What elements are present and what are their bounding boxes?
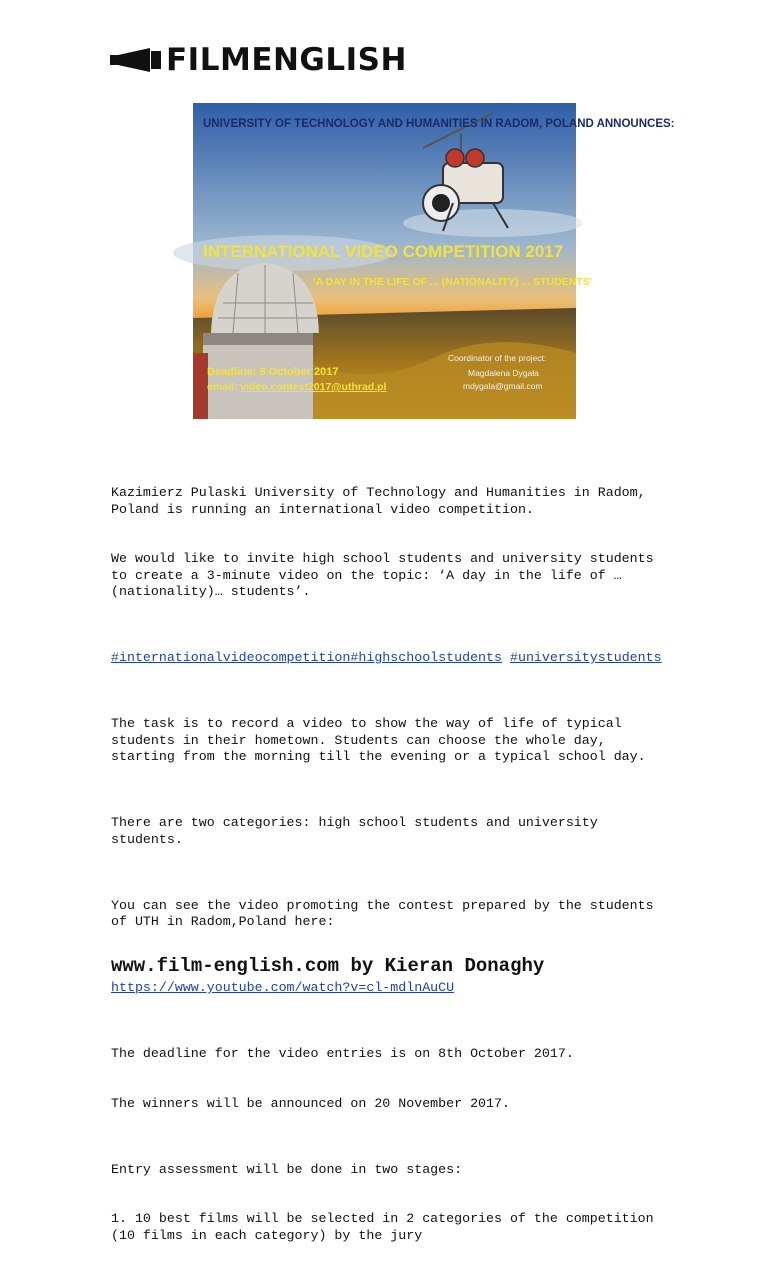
poster-announce: UNIVERSITY OF TECHNOLOGY AND HUMANITIES IN RADOM, POLAND ANNOUNCES: [203, 118, 675, 130]
logo-text: FILMENGLISH [166, 42, 407, 78]
poster-email-label: email: [207, 381, 241, 393]
megaphone-icon [110, 46, 162, 74]
poster-graphic [193, 103, 675, 419]
poster-headline: INTERNATIONAL VIDEO COMPETITION 2017 [203, 242, 564, 261]
competition-poster [193, 103, 675, 419]
poster-deadline: Deadline: 8 October 2017 [207, 366, 339, 378]
hashtag-link[interactable]: #highschoolstudents [350, 650, 502, 665]
page-footer: www.film-english.com by Kieran Donaghy [111, 955, 545, 977]
film-english-logo [110, 40, 407, 80]
paragraph-categories: There are two categories: high school students and university students. [111, 815, 606, 847]
paragraph-invite: We would like to invite high school students and university students to create a 3-minute video on the topic: ‘A day in the life of …(nationality)… students’. [111, 551, 662, 599]
paragraph-intro: Kazimierz Pulaski University of Technology and Humanities in Radom, Poland is running an international video competition. [111, 485, 654, 517]
svg-text:email: video.contest2017@uthra [207, 381, 387, 393]
poster-coordinator-label: Coordinator of the project: [448, 353, 547, 363]
poster-email: video.contest2017@uthrad.pl [240, 381, 387, 393]
poster-coordinator-name: Magdalena Dygała [468, 368, 539, 378]
poster-tagline: 'A DAY IN THE LIFE OF ... (NATIONALITY) ... STUDENTS' [313, 276, 593, 288]
paragraph-deadline: The deadline for the video entries is on 8th October 2017. [111, 1046, 574, 1061]
paragraph-assessment: Entry assessment will be done in two stages: [111, 1161, 463, 1177]
video-url [111, 980, 671, 997]
youtube-link[interactable]: https://www.youtube.com/watch?v=cl-mdlnAuCU [111, 980, 455, 995]
hashtag-link[interactable]: #universitystudents [509, 650, 662, 665]
paragraph-winners: The winners will be announced on 20 November 2017. [111, 1095, 510, 1111]
poster-coordinator-email: mdygala@gmail.com [463, 381, 543, 391]
paragraph-stage-one: 1. 10 best films will be selected in 2 categories of the competition (10 films in each category) by the jury [111, 1211, 662, 1243]
hashtags [111, 650, 671, 667]
paragraph-task: The task is to record a video to show the way of life of typical students in their hometown. Students can choose the whole day, starting from the morning till the evening or a typical school day. [111, 716, 646, 764]
paragraph-video: You can see the video promoting the contest prepared by the students of UTH in Radom,Poland here: [111, 897, 662, 929]
hashtag-link[interactable]: #internationalvideocompetition [111, 650, 351, 665]
article-body [111, 452, 671, 1261]
